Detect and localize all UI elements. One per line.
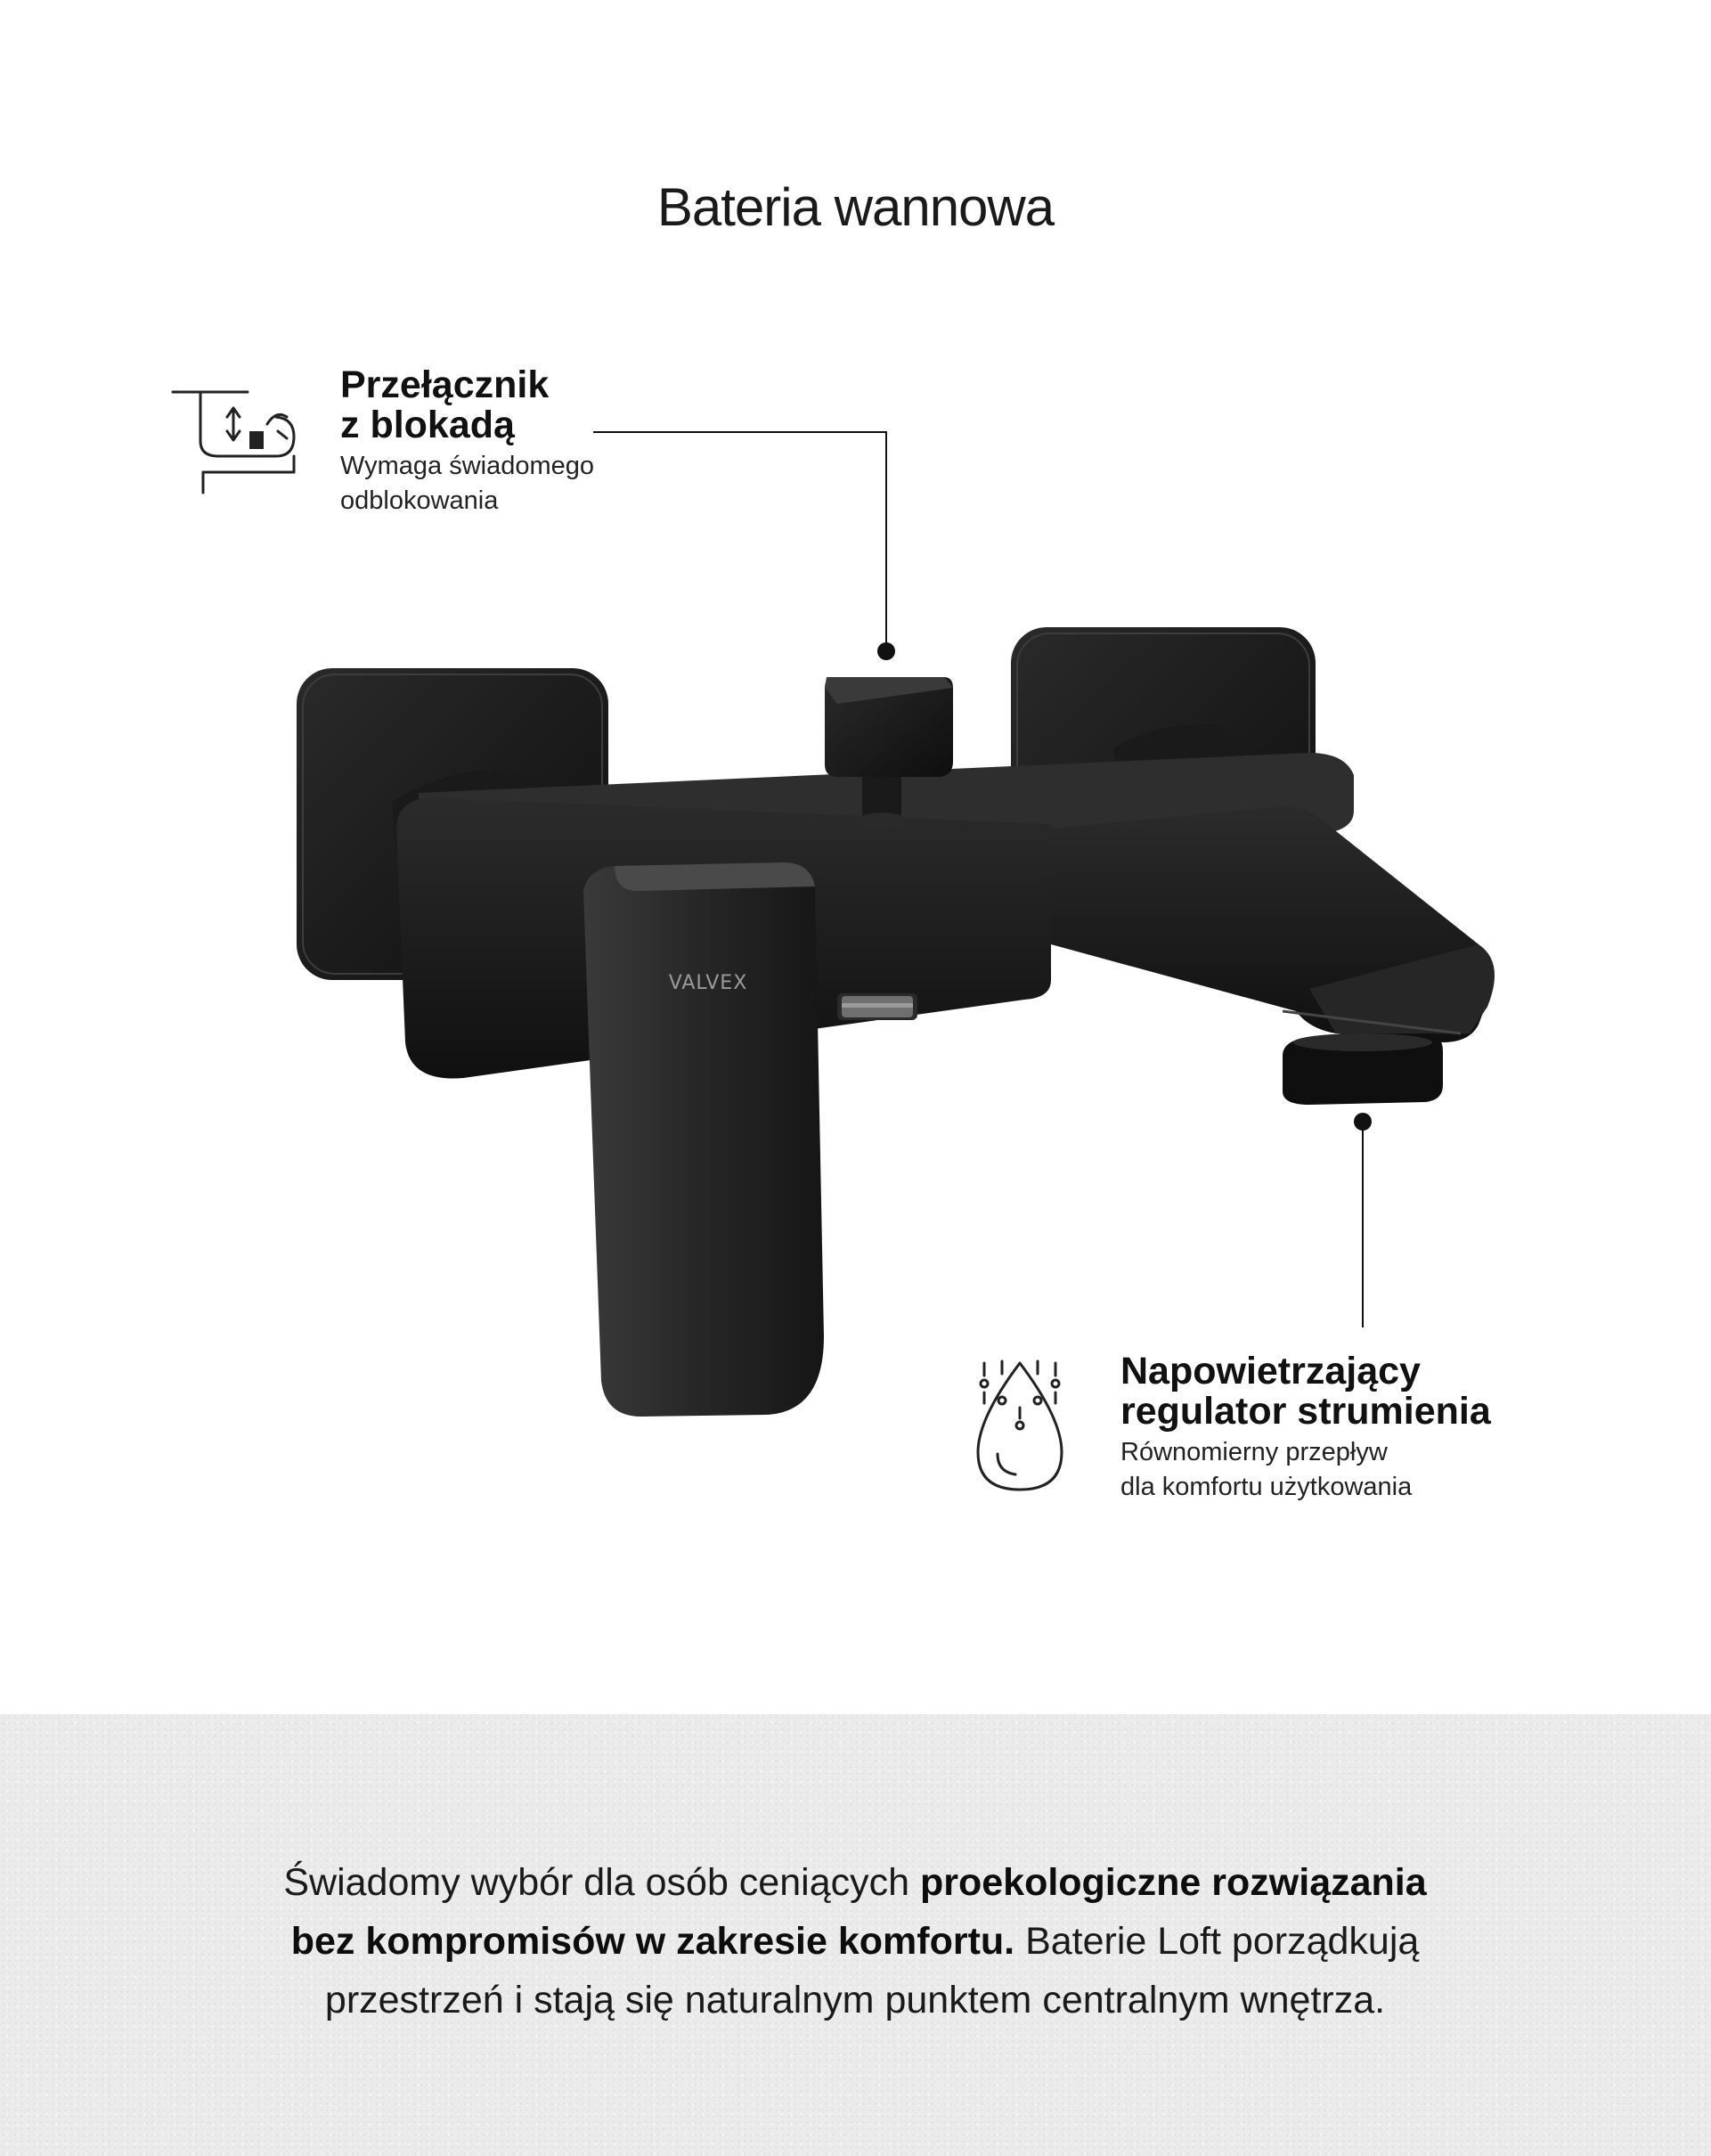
callout-description <box>340 449 594 519</box>
statement-bold1: proekologiczne rozwiązania <box>919 1861 1427 1904</box>
statement-part2: Baterie Loft porządkują <box>1014 1920 1420 1963</box>
callout-heading-line1: Napowietrzający <box>1120 1350 1421 1392</box>
callout-diverter <box>340 365 594 519</box>
statement-part3: przestrzeń i stają się naturalnym punktem centralnym wnętrza. <box>324 1979 1386 2021</box>
lever-handle <box>583 862 824 1417</box>
callout-desc-line1: Wymaga świadomego <box>340 452 595 480</box>
page-title: Bateria wannowa <box>656 177 1055 237</box>
leader-line-diverter <box>593 432 895 660</box>
leader-line-aerator <box>1354 1113 1372 1327</box>
callout-heading-line1: Przełącznik <box>340 363 550 406</box>
callout-heading-line2: regulator strumienia <box>1120 1390 1491 1433</box>
statement-text <box>143 1853 1568 2029</box>
callout-aerator <box>1120 1352 1491 1505</box>
statement-part1: Świadomy wybór dla osób ceniących <box>283 1861 920 1904</box>
callout-desc-line1: Równomierny przepływ <box>1120 1438 1388 1466</box>
brand-logo: VALVEX <box>668 972 748 994</box>
callout-desc-line2: dla komfortu użytkowania <box>1120 1473 1413 1501</box>
callout-heading-line2: z blokadą <box>340 404 515 446</box>
spout <box>1051 806 1495 1105</box>
shower-outlet <box>837 993 917 1020</box>
callout-description <box>1120 1435 1491 1505</box>
callout-desc-line2: odblokowania <box>340 486 499 515</box>
statement-bold2: bez kompromisów w zakresie komfortu. <box>290 1920 1015 1963</box>
